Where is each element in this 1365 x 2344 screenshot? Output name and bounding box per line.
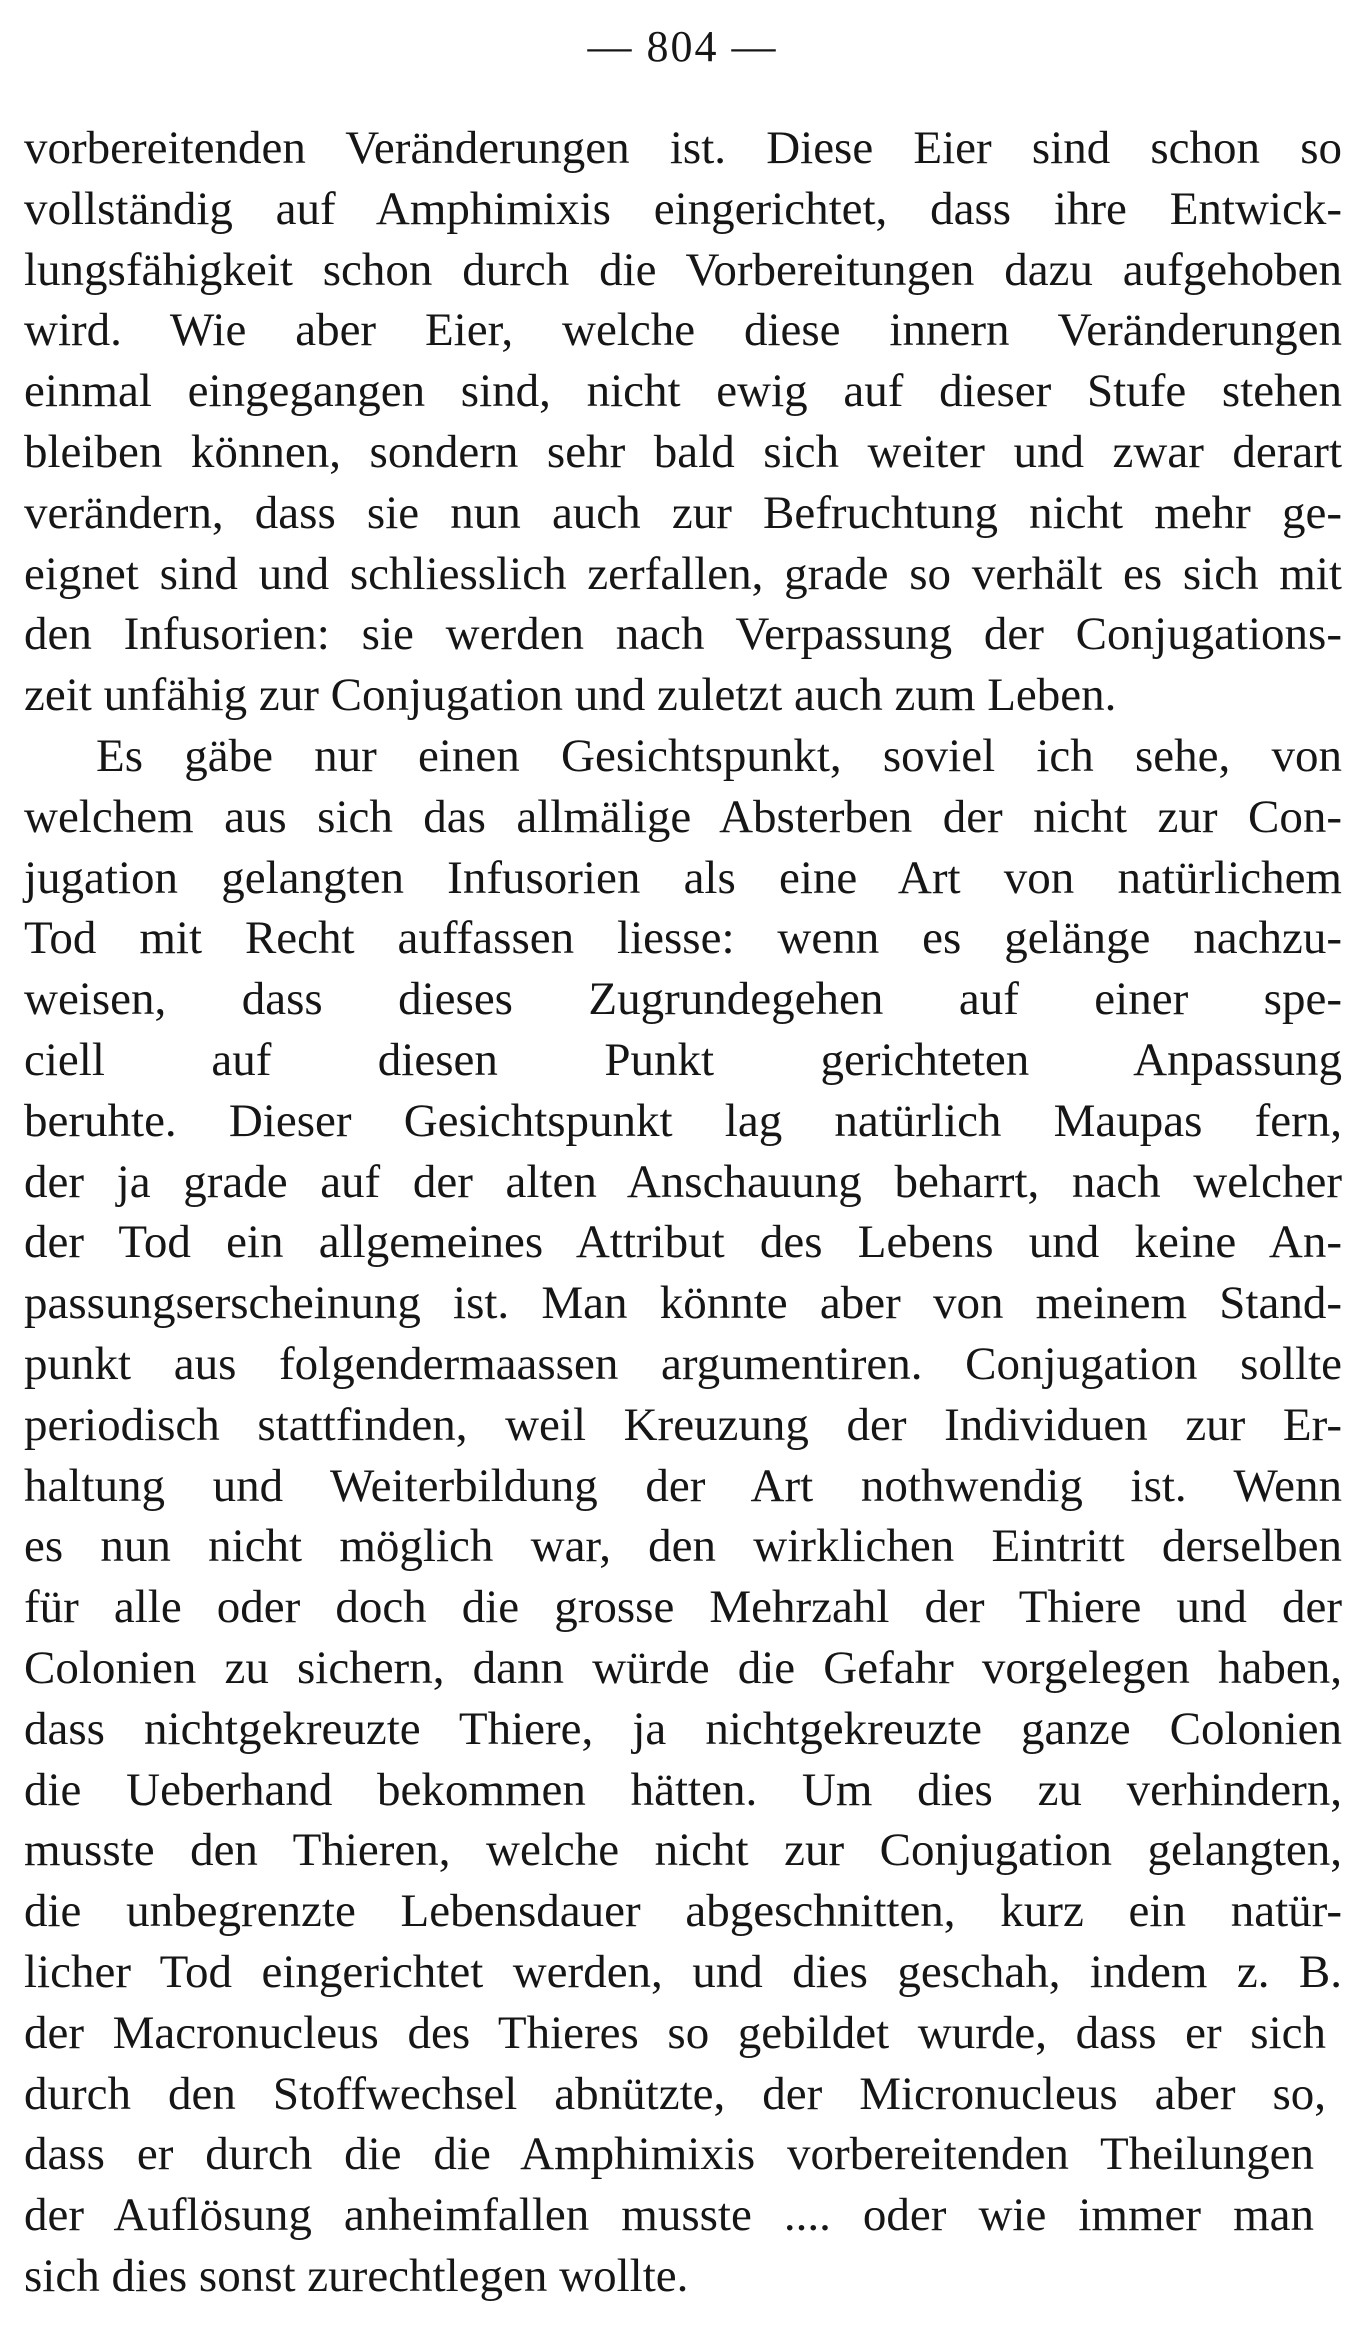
text-line: welchem aus sich das allmälige Absterben der nicht zur Con- xyxy=(24,790,1342,843)
text-line: der ja grade auf der alten Anschauung beharrt, nach welcher xyxy=(24,1155,1342,1208)
text-line: beruhte. Dieser Gesichtspunkt lag natürlich Maupas fern, xyxy=(24,1094,1342,1147)
text-line: durch den Stoffwechsel abnützte, der Micronucleus aber so, xyxy=(24,2067,1326,2120)
text-line: einmal eingegangen sind, nicht ewig auf dieser Stufe stehen xyxy=(24,365,1342,418)
text-line: bleiben können, sondern sehr bald sich weiter und zwar derart xyxy=(24,425,1342,478)
text-line: musste den Thieren, welche nicht zur Conjugation gelangten, xyxy=(24,1824,1342,1877)
text-line: Colonien zu sichern, dann würde die Gefahr vorgelegen haben, xyxy=(24,1641,1342,1694)
text-line: die Ueberhand bekommen hätten. Um dies zu verhindern, xyxy=(24,1763,1342,1816)
text-line: punkt aus folgendermaassen argumentiren. Conjugation sollte xyxy=(24,1337,1342,1390)
paragraph-end-line: sich dies sonst zurechtlegen wollte. xyxy=(24,2249,689,2302)
text-line: passungserscheinung ist. Man könnte aber von meinem Stand- xyxy=(24,1277,1342,1330)
text-line: es nun nicht möglich war, den wirklichen Eintritt derselben xyxy=(24,1520,1342,1573)
page-number: — 804 — xyxy=(587,22,778,71)
text-line: licher Tod eingerichtet werden, und dies geschah, indem z. B. xyxy=(24,1945,1342,1998)
text-line: wird. Wie aber Eier, welche diese innern Veränderungen xyxy=(24,304,1342,357)
text-line: ciell auf diesen Punkt gerichteten Anpassung xyxy=(24,1033,1342,1086)
paragraph-end-line: zeit unfähig zur Conjugation und zuletzt auch zum Leben. xyxy=(24,669,1117,722)
text-line: jugation gelangten Infusorien als eine Art von natürlichem xyxy=(24,851,1342,904)
text-line: der Macronucleus des Thieres so gebildet wurde, dass er sich xyxy=(24,2006,1326,2059)
text-line: vollständig auf Amphimixis eingerichtet, dass ihre Entwick- xyxy=(24,182,1342,235)
text-line: lungsfähigkeit schon durch die Vorbereitungen dazu aufgehoben xyxy=(24,243,1342,296)
paragraph-start-line: Es gäbe nur einen Gesichtspunkt, soviel ich sehe, von xyxy=(96,729,1342,782)
text-line: die unbegrenzte Lebensdauer abgeschnitten, kurz ein natür- xyxy=(24,1885,1342,1938)
text-line: haltung und Weiterbildung der Art nothwendig ist. Wenn xyxy=(24,1459,1342,1512)
text-line: weisen, dass dieses Zugrundegehen auf einer spe- xyxy=(24,973,1342,1026)
text-line: der Tod ein allgemeines Attribut des Lebens und keine An- xyxy=(24,1216,1342,1269)
text-line: Tod mit Recht auffassen liesse: wenn es gelänge nachzu- xyxy=(24,912,1342,965)
text-line: periodisch stattfinden, weil Kreuzung der Individuen zur Er- xyxy=(24,1398,1342,1451)
text-line: der Auflösung anheimfallen musste .... oder wie immer man xyxy=(24,2189,1314,2242)
text-line: vorbereitenden Veränderungen ist. Diese Eier sind schon so xyxy=(24,122,1342,174)
text-line: verändern, dass sie nun auch zur Befruchtung nicht mehr ge- xyxy=(24,486,1342,539)
text-line: den Infusorien: sie werden nach Verpassung der Conjugations- xyxy=(24,608,1342,661)
text-line: für alle oder doch die grosse Mehrzahl der Thiere und der xyxy=(24,1581,1342,1634)
text-line: dass nichtgekreuzte Thiere, ja nichtgekreuzte ganze Colonien xyxy=(24,1702,1342,1755)
body-text xyxy=(24,118,1342,2307)
text-line: dass er durch die die Amphimixis vorbereitenden Theilungen xyxy=(24,2128,1314,2181)
text-line: eignet sind und schliesslich zerfallen, grade so verhält es sich mit xyxy=(24,547,1342,600)
